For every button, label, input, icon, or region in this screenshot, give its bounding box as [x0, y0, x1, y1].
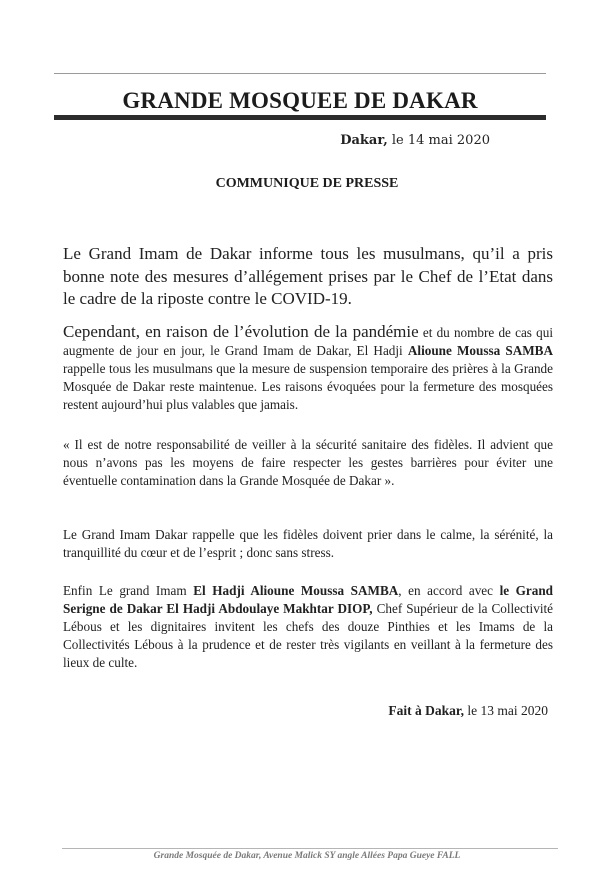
paragraph-text: , en accord avec — [398, 583, 500, 598]
paragraph-suspension — [63, 323, 553, 414]
date-place: Dakar, — [340, 133, 388, 148]
paragraph-text: rappelle tous les musulmans que la mesure de suspension temporaire des prières à la Grande Mosquée de Dakar reste maintenue. Les raisons évoquées pour la fermeture des mosquées restent aujourd’hui plus valables que jamais. — [63, 361, 553, 412]
paragraph-text: Chef Supérieur de la Collectivité Lébous et les dignitaires invitent les chefs des douze Pinthies et les Imams de la Collectivités Lébous à la prudence et de rester très vigilants en veillant à la fermeture des lieux de culte. — [63, 601, 553, 670]
paragraph-quote: « Il est de notre responsabilité de veiller à la sécurité sanitaire des fidèles. Il advient que nous n’avons pas les moyens de faire respecter les gestes barrières pour éviter une éventuelle contamination dans la Grande Mosquée de Dakar ». — [63, 437, 553, 488]
signoff — [388, 703, 548, 719]
imam-name: Alioune Moussa SAMBA — [407, 343, 553, 358]
signoff-place: Fait à Dakar, — [388, 703, 464, 718]
signoff-date: le 13 mai 2020 — [464, 703, 548, 718]
header-bottom-rule — [54, 115, 546, 120]
paragraph-text: et du nombre de cas qui augmente de jour en jour, le Grand Imam de Dakar, El Hadji — [63, 325, 553, 358]
document-title: GRANDE MOSQUEE DE DAKAR — [122, 88, 478, 113]
document-date — [340, 133, 490, 148]
paragraph-conclusion — [63, 582, 553, 672]
header-top-rule — [54, 73, 546, 74]
date-text: le 14 mai 2020 — [387, 133, 490, 148]
imam-full-name: El Hadji Alioune Moussa SAMBA — [193, 583, 399, 598]
footer-address: Grande Mosquée de Dakar, Avenue Malick SY angle Allées Papa Gueye FALL — [153, 851, 461, 861]
paragraph-text: Enfin Le grand Imam — [63, 583, 194, 598]
footer-rule — [62, 848, 558, 849]
paragraph-intro: Le Grand Imam de Dakar informe tous les musulmans, qu’il a pris bonne note des mesures d’allégement prises par le Chef de l’Etat dans le cadre de la riposte contre le COVID-19. — [63, 244, 553, 308]
serigne-name: le Grand Serigne de Dakar El Hadji Abdoulaye Makhtar DIOP, — [63, 583, 554, 616]
press-release-heading: COMMUNIQUE DE PRESSE — [215, 176, 399, 191]
paragraph-reminder: Le Grand Imam Dakar rappelle que les fidèles doivent prier dans le calme, la sérénité, la tranquillité du cœur et de l’esprit ; donc sans stress. — [63, 527, 553, 560]
paragraph-lead-text: Cependant, en raison de l’évolution de la pandémie — [63, 322, 419, 341]
